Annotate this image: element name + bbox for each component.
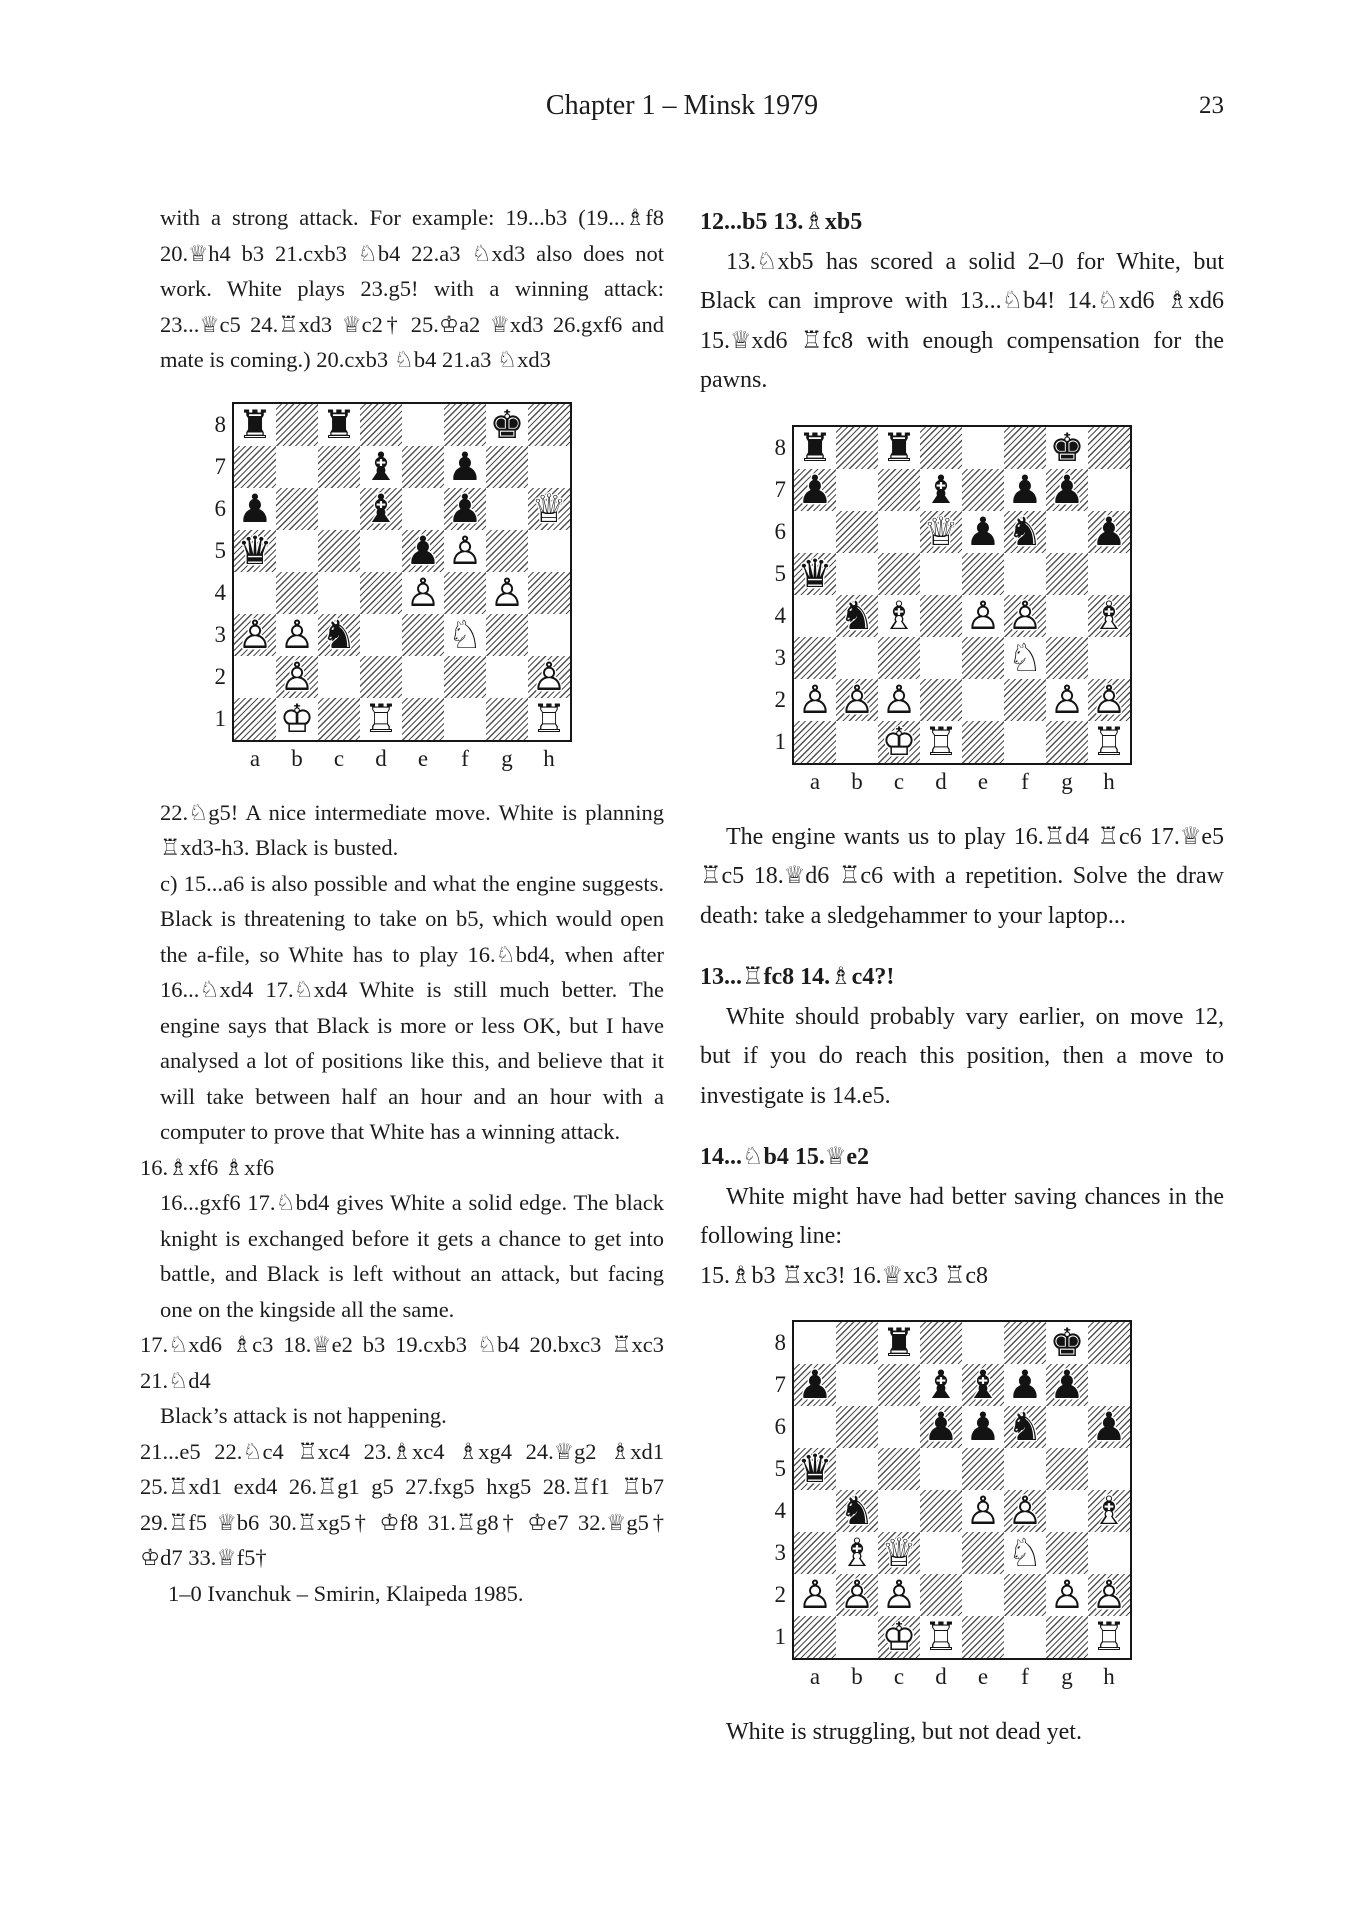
board-square (794, 1490, 836, 1532)
file-label: h (1103, 1664, 1115, 1689)
board-square (1088, 553, 1130, 595)
piece-black-knight (318, 614, 360, 656)
piece-black-bishop (920, 1364, 962, 1406)
rank-label: 2 (774, 1582, 786, 1607)
board-square (878, 1364, 920, 1406)
piece-black-pawn (1088, 511, 1130, 553)
board-square (486, 446, 528, 488)
piece-black-bishop (360, 488, 402, 530)
board-square (318, 446, 360, 488)
board-square (794, 1406, 836, 1448)
piece-black-knight (1004, 511, 1046, 553)
board-square (836, 427, 878, 469)
board-square (920, 427, 962, 469)
board-square (402, 698, 444, 740)
board-square (794, 511, 836, 553)
file-label: a (809, 1664, 821, 1689)
board-square (318, 488, 360, 530)
piece-white-pawn (878, 679, 920, 721)
board-square (1088, 469, 1130, 511)
piece-black-pawn (444, 488, 486, 530)
piece-black-king (1046, 427, 1088, 469)
board-square (444, 404, 486, 446)
board-square (528, 404, 570, 446)
file-label: f (461, 745, 469, 771)
board-square (360, 530, 402, 572)
board-square (1046, 1532, 1088, 1574)
piece-black-queen (794, 553, 836, 595)
board-square (920, 553, 962, 595)
piece-black-pawn (1004, 1364, 1046, 1406)
game-result: 1–0 Ivanchuk – Smirin, Klaipeda 1985. (168, 1580, 524, 1606)
piece-white-pawn (444, 530, 486, 572)
board-square (318, 572, 360, 614)
piece-white-knight (1004, 1532, 1046, 1574)
board-square (1046, 1406, 1088, 1448)
board-square (1004, 721, 1046, 763)
board-square (920, 1490, 962, 1532)
board-square (836, 511, 878, 553)
file-label: d (935, 768, 947, 794)
variation-heading: 12...b5 13.♗xb5 (700, 209, 863, 235)
board-square (318, 530, 360, 572)
board-square (836, 1364, 878, 1406)
board-square (920, 679, 962, 721)
board-square (836, 637, 878, 679)
file-label: e (977, 768, 989, 794)
board-square (528, 446, 570, 488)
rank-label: 1 (774, 1624, 786, 1649)
piece-black-pawn (1088, 1406, 1130, 1448)
board-square (1004, 427, 1046, 469)
piece-white-pawn (1004, 595, 1046, 637)
board-square (1046, 637, 1088, 679)
board-square (1088, 427, 1130, 469)
board-square (962, 427, 1004, 469)
board-square (486, 698, 528, 740)
board-square (836, 1322, 878, 1364)
piece-black-rook (234, 404, 276, 446)
rank-label: 8 (774, 1330, 786, 1355)
piece-white-pawn (402, 572, 444, 614)
piece-white-rook (920, 1616, 962, 1658)
board-square (836, 1616, 878, 1658)
piece-black-pawn (402, 530, 444, 572)
board-square (528, 572, 570, 614)
board-square (794, 1322, 836, 1364)
rank-label: 8 (774, 434, 786, 460)
piece-white-pawn (962, 1490, 1004, 1532)
board-square (528, 530, 570, 572)
board-square (1046, 511, 1088, 553)
piece-black-rook (878, 427, 920, 469)
file-label: h (543, 745, 555, 771)
file-label: g (1061, 1664, 1073, 1689)
board-square (920, 1322, 962, 1364)
chess-diagram-3 (764, 1320, 1224, 1691)
piece-white-pawn (276, 656, 318, 698)
chess-diagram-1 (204, 402, 664, 773)
board-square (360, 572, 402, 614)
board-square (276, 488, 318, 530)
board-square (1088, 1322, 1130, 1364)
board-square (878, 469, 920, 511)
piece-black-rook (318, 404, 360, 446)
piece-white-pawn (878, 1574, 920, 1616)
board-square (360, 404, 402, 446)
board-square (962, 1448, 1004, 1490)
file-label: c (333, 745, 345, 771)
piece-white-rook (1088, 1616, 1130, 1658)
board-square (836, 1406, 878, 1448)
piece-black-queen (794, 1448, 836, 1490)
piece-white-bishop (836, 1532, 878, 1574)
piece-white-pawn (1046, 679, 1088, 721)
board-square (402, 404, 444, 446)
file-label: g (1061, 768, 1073, 794)
piece-white-king (276, 698, 318, 740)
commentary-paragraph: White is struggling, but not dead yet. (726, 1719, 1082, 1745)
chess-diagram-2 (764, 425, 1224, 796)
commentary-paragraph: White might have had better saving chances in the following line: (700, 1183, 1224, 1249)
board-square (318, 698, 360, 740)
board-square (836, 469, 878, 511)
board-square (486, 656, 528, 698)
piece-white-rook (920, 721, 962, 763)
board-square (234, 446, 276, 488)
piece-white-bishop (1088, 595, 1130, 637)
board-square (962, 721, 1004, 763)
annotation-paragraph: 22.♘g5! A nice intermediate move. White is planning ♖xd3-h3. Black is busted. (160, 799, 664, 860)
chapter-header: Chapter 1 – Minsk 1979 (545, 90, 819, 121)
piece-black-pawn (962, 511, 1004, 553)
piece-white-pawn (276, 614, 318, 656)
board-square (1004, 1448, 1046, 1490)
piece-white-rook (360, 698, 402, 740)
right-column (700, 203, 1224, 1753)
board-square (360, 656, 402, 698)
piece-white-pawn (1088, 1574, 1130, 1616)
file-label: d (375, 745, 387, 771)
piece-black-knight (836, 595, 878, 637)
board-square (1088, 1364, 1130, 1406)
board-square (878, 1406, 920, 1448)
board-square (234, 698, 276, 740)
piece-white-bishop (1088, 1490, 1130, 1532)
board-square (1004, 1322, 1046, 1364)
piece-black-bishop (920, 469, 962, 511)
annotation-paragraph: Black’s attack is not happening. (160, 1403, 447, 1428)
piece-black-pawn (1004, 469, 1046, 511)
chess-board-3 (792, 1320, 1132, 1660)
piece-white-king (878, 721, 920, 763)
rank-label: 3 (774, 1540, 786, 1565)
rank-label: 6 (774, 1414, 786, 1439)
board-square (962, 1616, 1004, 1658)
board-square (794, 1532, 836, 1574)
board-square (402, 446, 444, 488)
piece-black-knight (1004, 1406, 1046, 1448)
rank-label: 7 (774, 476, 786, 502)
board-square (486, 530, 528, 572)
piece-black-bishop (360, 446, 402, 488)
board-square (962, 469, 1004, 511)
file-label: e (977, 1664, 989, 1689)
board-square (234, 656, 276, 698)
move-sequence: 15.♗b3 ♖xc3! 16.♕xc3 ♖c8 (700, 1262, 989, 1289)
file-label: g (501, 745, 513, 771)
board-square (1046, 1616, 1088, 1658)
board-square (920, 1574, 962, 1616)
rank-label: 6 (774, 518, 786, 544)
move-sequence: 16.♗xf6 ♗xf6 (140, 1154, 275, 1180)
board-square (1004, 1616, 1046, 1658)
rank-label: 7 (774, 1372, 786, 1397)
piece-white-knight (1004, 637, 1046, 679)
board-square (1046, 1490, 1088, 1532)
rank-labels (204, 402, 226, 740)
move-sequence: 21...e5 22.♘c4 ♖xc4 23.♗xc4 ♗xg4 24.♕g2 ♗xd1 25.♖xd1 exd4 26.♖g1 g5 27.fxg5 hxg5 28.♖f1 ♖b7 29.♖f5 ♕b6 30.♖xg5† ♔f8 31.♖g8† ♔e7 32.♕g5† ♔d7 33.♕f5† (140, 1438, 664, 1570)
piece-black-pawn (794, 469, 836, 511)
piece-black-pawn (234, 488, 276, 530)
board-square (962, 1574, 1004, 1616)
piece-white-rook (528, 698, 570, 740)
piece-white-pawn (1088, 679, 1130, 721)
piece-white-bishop (878, 595, 920, 637)
commentary-paragraph: The engine wants us to play 16.♖d4 ♖c6 17.♕e5 ♖c5 18.♕d6 ♖c6 with a repetition. Solve the draw death: take a sledgehammer to your laptop... (700, 823, 1224, 929)
piece-white-pawn (234, 614, 276, 656)
piece-white-pawn (486, 572, 528, 614)
board-square (836, 553, 878, 595)
board-square (528, 614, 570, 656)
piece-white-king (878, 1616, 920, 1658)
rank-label: 5 (774, 1456, 786, 1481)
piece-black-king (1046, 1322, 1088, 1364)
piece-black-bishop (962, 1364, 1004, 1406)
rank-label: 7 (214, 453, 226, 479)
board-square (402, 614, 444, 656)
rank-label: 3 (214, 621, 226, 647)
file-labels (794, 768, 1130, 796)
board-square (794, 1616, 836, 1658)
file-label: f (1021, 768, 1029, 794)
board-square (1004, 1574, 1046, 1616)
piece-white-pawn (1004, 1490, 1046, 1532)
board-square (1088, 1448, 1130, 1490)
piece-black-pawn (920, 1406, 962, 1448)
file-label: b (851, 768, 863, 794)
piece-black-pawn (444, 446, 486, 488)
commentary-paragraph: 13.♘xb5 has scored a solid 2–0 for White, but Black can improve with 13...♘b4! 14.♘xd6 ♗xd6 15.♕xd6 ♖fc8 with enough compensation for the pawns. (700, 248, 1224, 393)
file-label: d (935, 1664, 947, 1689)
board-square (360, 614, 402, 656)
board-square (962, 637, 1004, 679)
board-square (878, 1490, 920, 1532)
file-label: c (893, 1664, 905, 1689)
rank-label: 2 (774, 686, 786, 712)
file-label: c (893, 768, 905, 794)
rank-label: 5 (214, 537, 226, 563)
board-square (962, 679, 1004, 721)
board-square (920, 595, 962, 637)
file-label: h (1103, 768, 1115, 794)
board-square (1046, 721, 1088, 763)
piece-black-pawn (1046, 1364, 1088, 1406)
board-square (444, 698, 486, 740)
piece-white-pawn (1046, 1574, 1088, 1616)
board-square (276, 446, 318, 488)
analysis-paragraph: with a strong attack. For example: 19...b3 (19...♗f8 20.♕h4 b3 21.cxb3 ♘b4 22.a3 ♘xd3 also does not work. White plays 23.g5! with a winning attack: 23...♕c5 24.♖xd3 ♕c2† 25.♔a2 ♕xd3 26.gxf6 and mate is coming.) 20.cxb3 ♘b4 21.a3 ♘xd3 (160, 205, 664, 372)
board-square (962, 1322, 1004, 1364)
board-square (1046, 553, 1088, 595)
move-sequence: 17.♘xd6 ♗c3 18.♕e2 b3 19.cxb3 ♘b4 20.bxc3 ♖xc3 21.♘d4 (140, 1332, 664, 1393)
piece-black-king (486, 404, 528, 446)
board-square (794, 721, 836, 763)
piece-white-queen (878, 1532, 920, 1574)
rank-labels (764, 425, 786, 763)
piece-white-queen (920, 511, 962, 553)
piece-black-queen (234, 530, 276, 572)
piece-black-pawn (794, 1364, 836, 1406)
rank-label: 3 (774, 644, 786, 670)
board-square (794, 637, 836, 679)
board-square (486, 614, 528, 656)
board-square (402, 656, 444, 698)
board-square (920, 1532, 962, 1574)
board-square (962, 553, 1004, 595)
file-labels (794, 1663, 1130, 1691)
file-labels (234, 745, 570, 773)
rank-label: 1 (774, 728, 786, 754)
board-square (276, 530, 318, 572)
file-label: a (809, 768, 821, 794)
board-square (878, 511, 920, 553)
board-square (836, 721, 878, 763)
chess-board-1 (232, 402, 572, 742)
file-label: f (1021, 1664, 1029, 1689)
board-square (878, 553, 920, 595)
board-square (486, 488, 528, 530)
board-square (318, 656, 360, 698)
board-square (836, 1448, 878, 1490)
piece-white-knight (444, 614, 486, 656)
board-square (1046, 595, 1088, 637)
variation-heading: 13...♖fc8 14.♗c4?! (700, 964, 895, 990)
rank-label: 5 (774, 560, 786, 586)
rank-label: 4 (774, 602, 786, 628)
piece-white-pawn (962, 595, 1004, 637)
piece-white-pawn (836, 1574, 878, 1616)
piece-white-pawn (794, 1574, 836, 1616)
board-square (402, 488, 444, 530)
annotation-paragraph: 16...gxf6 17.♘bd4 gives White a solid edge. The black knight is exchanged before it gets a chance to get into battle, and Black is left without an attack, but facing one on the kingside all the same. (160, 1190, 664, 1322)
board-square (962, 1532, 1004, 1574)
rank-label: 1 (214, 705, 226, 731)
file-label: b (291, 745, 303, 771)
variation-heading: 14...♘b4 15.♕e2 (700, 1144, 870, 1170)
file-label: a (249, 745, 261, 771)
piece-black-pawn (1046, 469, 1088, 511)
board-square (276, 572, 318, 614)
piece-white-pawn (528, 656, 570, 698)
rank-label: 4 (214, 579, 226, 605)
piece-black-pawn (962, 1406, 1004, 1448)
board-square (794, 595, 836, 637)
rank-labels (764, 1320, 786, 1658)
board-square (878, 637, 920, 679)
board-square (1088, 637, 1130, 679)
board-square (878, 1448, 920, 1490)
annotation-paragraph: c) 15...a6 is also possible and what the engine suggests. Black is threatening to take on b5, which would open the a-file, so White has to play 16.♘bd4, when after 16...♘xd4 17.♘xd4 White is still much better. The engine says that Black is more or less OK, but I have analysed a lot of positions like this, and believe that it will take between half an hour and an hour with a computer to prove that White has a winning attack. (160, 870, 664, 1144)
board-square (1004, 553, 1046, 595)
piece-white-pawn (794, 679, 836, 721)
piece-white-pawn (836, 679, 878, 721)
board-square (920, 1448, 962, 1490)
piece-black-rook (878, 1322, 920, 1364)
rank-label: 6 (214, 495, 226, 521)
piece-white-queen (528, 488, 570, 530)
left-column (140, 200, 664, 1611)
board-square (444, 572, 486, 614)
rank-label: 2 (214, 663, 226, 689)
chess-board-2 (792, 425, 1132, 765)
board-square (276, 404, 318, 446)
page-number: 23 (1199, 92, 1224, 119)
file-label: e (417, 745, 429, 771)
piece-black-rook (794, 427, 836, 469)
file-label: b (851, 1664, 863, 1689)
board-square (234, 572, 276, 614)
board-square (1046, 1448, 1088, 1490)
piece-black-knight (836, 1490, 878, 1532)
board-square (1088, 1532, 1130, 1574)
piece-white-rook (1088, 721, 1130, 763)
board-square (444, 656, 486, 698)
rank-label: 4 (774, 1498, 786, 1523)
board-square (1004, 679, 1046, 721)
board-square (920, 637, 962, 679)
rank-label: 8 (214, 411, 226, 437)
commentary-paragraph: White should probably vary earlier, on move 12, but if you do reach this position, then a move to investigate is 14.e5. (700, 1003, 1224, 1109)
